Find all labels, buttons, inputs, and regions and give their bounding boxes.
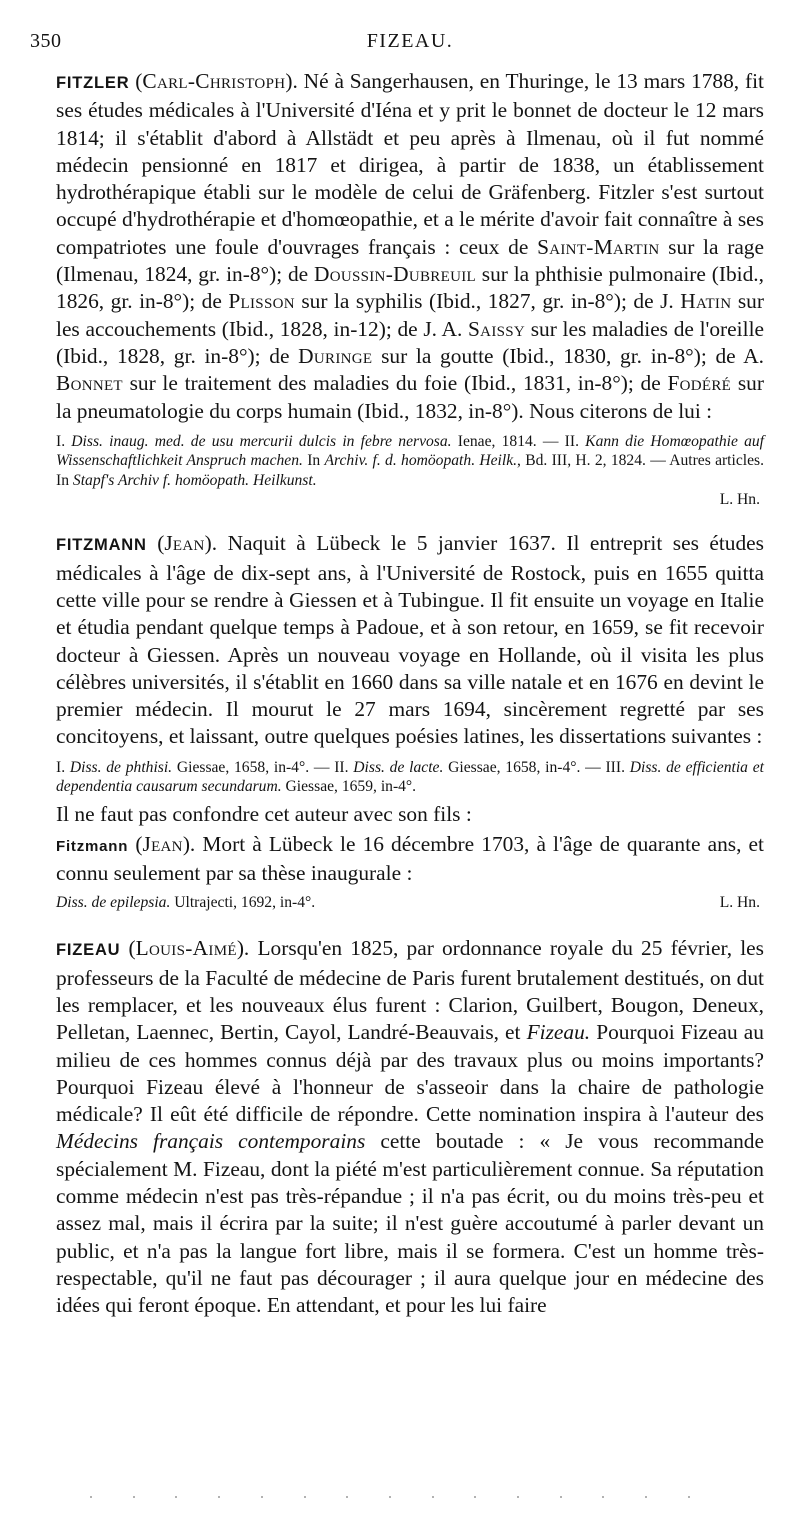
entry-fizeau-text: FIZEAU (Louis-Aimé). Lorsqu'en 1825, par ordonnance royale du 25 février, les professeurs de la Faculté de médecine de Paris furent brutalement destitués, on dut les remplacer, et les nouveaux élus furent : Clarion, Guilbert, Bougon, Deneux, Pelletan, Laennec, Bertin, Cayol, Landré-Beauvais, et Fizeau. Pourquoi Fizeau au milieu de ces hommes connus déjà par des travaux plus ou moins importants? Pourquoi Fizeau élevé à l'honneur de s'asseoir dans la chaire de pathologie médicale? Il eût été difficile de répondre. Cette nomination inspira à l'auteur des Médecins français contemporains cette boutade : « Je vous recommande spécialement M. Fizeau, dont la piété m'est particulièrement connue. Sa réputation comme médecin n'est pas très-répandue ; il n'a pas écrit, ou du moins très-peu et assez mal, mais il écrira par la suite; il n'est guère accoutumé à parler devant un public, et n'a pas la langue fort libre, mais il se formera. C'est un homme très-respectable, qu'il ne faut pas décourager ; il aura quelque jour en médecine des idées qui feront époque. En attendant, et pour les lui faire — [56, 936, 764, 1318]
entry-fitzler-bibliography: I. Diss. inaug. med. de usu mercurii dulcis in febre nervosa. Ienae, 1814. — II. Kann die Homœopathie auf Wissenschaftlichkeit Anspruch machen. In Archiv. f. d. homöopath. Heilk., Bd. III, H. 2, 1824. — Autres articles. In Stapf's Archiv f. homöopath. Heilkunst. — [56, 432, 765, 489]
running-title: FIZEAU. — [366, 30, 454, 52]
entry-separator — [56, 509, 764, 530]
entry-fitzmann-father-text: FITZMANN (Jean). Naquit à Lübeck le 5 janvier 1637. Il entreprit ses études médicales à l'âge de dix-sept ans, à l'Université de Rostock, puis en 1655 quitta cette ville pour se rendre à Giessen et à Tubingue. Il fit ensuite un voyage en Italie et étudia pendant quelque temps à Padoue, et à son retour, en 1659, se fit recevoir docteur à Giessen. Après un nouveau voyage en Hollande, où il visita les plus célèbres universités, il s'établit en 1660 dans sa ville natale et en 1676 en devint le premier médecin. Il mourut le 27 mars 1694, sincèrement regretté par ses concitoyens, et laissant, outre quelques poésies latines, les dissertations suivantes : — [56, 531, 764, 749]
headword-fitzmann: FITZMANN — [56, 536, 147, 555]
page — [30, 30, 765, 1319]
headword-fizeau: FIZEAU — [56, 941, 121, 960]
entry-separator — [56, 912, 764, 935]
entry-fitzler-names: Carl-Christoph — [142, 69, 286, 93]
entry-fizeau — [56, 935, 764, 1319]
headword-fitzler: FITZLER — [56, 74, 130, 92]
author-initials: L. Hn. — [719, 894, 760, 912]
entry-fitzmann-son-bibliography: Diss. de epilepsia. Ultrajecti, 1692, in-4°. L. Hn. — [56, 893, 764, 912]
entry-fitzler-text: FITZLER (Carl-Christoph). Né à Sangerhausen, en Thuringe, le 13 mars 1788, fit ses études médicales à l'Université d'Iéna et y prit le bonnet de docteur le 12 mars 1814; il s'établit d'abord à Allstädt et peu après à Ilmenau, où il fut nommé médecin pensionné en 1817 et dirigea, à partir de 1838, un établissement hydrothérapique établi sur le modèle de celui de Gräfenberg. Fitzler s'est surtout occupé d'hydrothérapie et d'homœopathie, et a le mérite d'avoir fait connaître à ses compatriotes une foule d'ouvrages français : ceux de Saint-Martin sur la rage (Ilmenau, 1824, gr. in-8°); de Doussin-Dubreuil sur la phthisie pulmonaire (Ibid., 1826, gr. in-8°); de Plisson sur la syphilis (Ibid., 1827, gr. in-8°); de J. Hatin sur les accouchements (Ibid., 1828, in-12); de J. A. Saissy sur les maladies de l'oreille (Ibid., 1828, gr. in-8°); de Duringe sur la goutte (Ibid., 1830, gr. in-8°); de A. Bonnet sur le traitement des maladies du foie (Ibid., 1831, in-8°); de Fodéré sur la pneumatologie du corps humain (Ibid., 1832, in-8°). Nous citerons de lui : — [56, 69, 764, 423]
running-head — [30, 30, 764, 60]
note-line: Il ne faut pas confondre cet auteur avec son fils : — [56, 801, 472, 826]
entry-fitzmann-father-bibliography: I. Diss. de phthisi. Giessae, 1658, in-4°. — II. Diss. de lacte. Giessae, 1658, in-4°. — III. Diss. de efficientia et dependentia causarum secundarum. Giessae, 1659, in-4°. — [56, 758, 764, 796]
entry-fitzler — [56, 68, 764, 509]
author-initials: L. Hn. — [719, 491, 760, 509]
footer-dots — [90, 1496, 690, 1500]
entry-fitzmann-son — [56, 831, 764, 913]
entry-fitzmann-father — [56, 530, 764, 827]
entry-fitzmann-son-text: Fitzmann (Jean). Mort à Lübeck le 16 décembre 1703, à l'âge de quarante ans, et connu seulement par sa thèse inaugurale : — [56, 831, 764, 886]
page-number: 350 — [30, 30, 62, 52]
headword-fitzmann-son: Fitzmann — [56, 837, 129, 855]
